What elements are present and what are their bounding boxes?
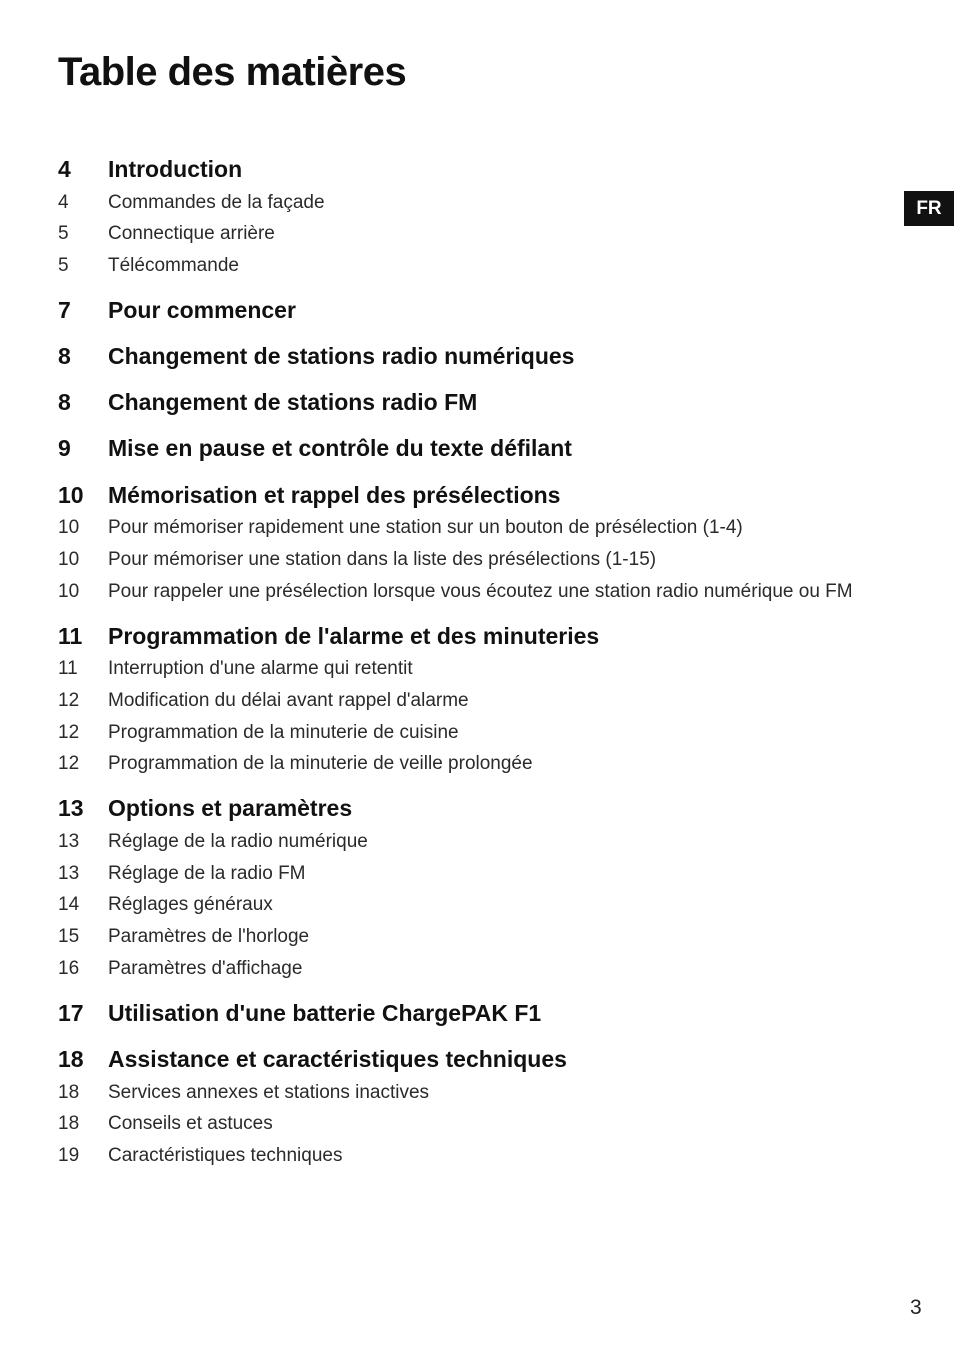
toc-page-number: 13 <box>58 795 84 821</box>
toc-page-number: 8 <box>58 389 71 415</box>
toc-page-number: 10 <box>58 549 80 570</box>
toc-entry-title: Introduction <box>108 156 243 182</box>
toc-entry-title: Conseils et astuces <box>108 1113 273 1134</box>
toc-entry-title: Modification du délai avant rappel d'alarme <box>108 690 469 711</box>
toc-entry-title: Paramètres de l'horloge <box>108 926 310 947</box>
toc-entry-title: Mise en pause et contrôle du texte défilant <box>108 435 572 461</box>
toc-entry-title: Réglage de la radio FM <box>108 863 306 884</box>
toc-entry-title: Réglages généraux <box>108 894 273 915</box>
toc-entry-title: Programmation de la minuterie de cuisine <box>108 722 459 743</box>
toc-page-number: 10 <box>58 581 80 602</box>
toc-entry-title: Programmation de la minuterie de veille prolongée <box>108 753 533 774</box>
toc-page-number: 12 <box>58 722 80 743</box>
toc-entry-title: Pour commencer <box>108 297 296 323</box>
toc-entry-title: Pour mémoriser une station dans la liste des présélections (1-15) <box>108 549 657 570</box>
toc-entry-title: Connectique arrière <box>108 223 275 244</box>
toc-page-number: 5 <box>58 223 69 244</box>
toc-page-number: 18 <box>58 1113 80 1134</box>
toc-entry-title: Télécommande <box>108 255 239 276</box>
toc-page-number: 13 <box>58 863 80 884</box>
toc-page-number: 18 <box>58 1046 84 1072</box>
toc-entry-title: Interruption d'une alarme qui retentit <box>108 658 413 679</box>
toc-page-number: 10 <box>58 517 80 538</box>
toc-page-number: 13 <box>58 831 80 852</box>
page-title: Table des matières <box>58 50 407 94</box>
toc-page-number: 10 <box>58 482 84 508</box>
toc-page-number: 12 <box>58 753 80 774</box>
toc-entry-title: Options et paramètres <box>108 795 353 821</box>
toc-entry-title: Programmation de l'alarme et des minuteries <box>108 623 600 649</box>
toc-page-number: 18 <box>58 1082 80 1103</box>
toc-page-number: 17 <box>58 1000 84 1026</box>
toc-page-number: 15 <box>58 926 80 947</box>
toc-page-number: 9 <box>58 435 71 461</box>
toc-entry-title: Caractéristiques techniques <box>108 1145 343 1166</box>
toc-entry-title: Changement de stations radio numériques <box>108 343 575 369</box>
toc-entry-title: Assistance et caractéristiques techniques <box>108 1046 567 1072</box>
toc-page-number: 5 <box>58 255 69 276</box>
toc-page-number: 11 <box>58 658 78 679</box>
toc-page-number: 4 <box>58 156 71 182</box>
page-number: 3 <box>910 1296 922 1319</box>
toc-page-number: 12 <box>58 690 80 711</box>
toc-entry-title: Réglage de la radio numérique <box>108 831 368 852</box>
toc-page-number: 8 <box>58 343 71 369</box>
toc-entry-title: Pour rappeler une présélection lorsque vous écoutez une station radio numérique ou FM <box>108 581 853 602</box>
toc-page-number: 14 <box>58 894 80 915</box>
toc-page-number: 4 <box>58 192 69 213</box>
toc-entry-title: Paramètres d'affichage <box>108 958 303 979</box>
toc-page-number: 19 <box>58 1145 80 1166</box>
toc-entry-title: Pour mémoriser rapidement une station sur un bouton de présélection (1-4) <box>108 517 743 538</box>
language-tab: FR <box>904 191 954 226</box>
toc-entry-title: Mémorisation et rappel des présélections <box>108 482 561 508</box>
toc-entry-title: Services annexes et stations inactives <box>108 1082 430 1103</box>
toc-page-number: 11 <box>58 623 83 649</box>
toc-page-number: 16 <box>58 958 80 979</box>
toc-page-number: 7 <box>58 297 71 323</box>
toc-entry-title: Changement de stations radio FM <box>108 389 478 415</box>
toc-entry-title: Utilisation d'une batterie ChargePAK F1 <box>108 1000 542 1026</box>
toc-entry-title: Commandes de la façade <box>108 192 325 213</box>
